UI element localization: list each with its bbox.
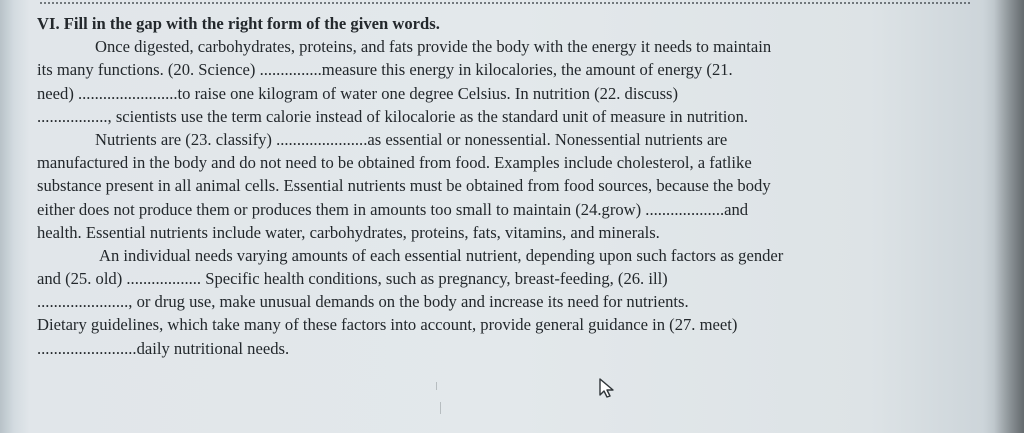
mouse-cursor-icon <box>598 377 616 399</box>
section-heading: VI. Fill in the gap with the right form of the given words. <box>37 14 440 33</box>
top-dotted-border <box>40 2 970 6</box>
paragraph-line: health. Essential nutrients include water, carbohydrates, proteins, fats, vitamins, and minerals. <box>37 222 660 242</box>
paragraph-line: ................., scientists use the term calorie instead of kilocalorie as the standard unit of measure in nutrition. <box>37 106 749 126</box>
paragraph-line: and (25. old) .................. Specific health conditions, such as pregnancy, breast-feeding, (26. ill) <box>37 269 668 289</box>
paragraph-line: need) ........................to raise one kilogram of water one degree Celsius. In nutrition (22. discuss) <box>37 83 679 103</box>
paragraph-line: its many functions. (20. Science) ...............measure this energy in kilocalories, the amount of energy (21. <box>37 60 733 80</box>
paper-mark <box>440 402 441 414</box>
paragraph-line: ........................daily nutritional needs. <box>37 338 290 358</box>
paragraph-line: manufactured in the body and do not need to be obtained from food. Examples include cholesterol, a fatlike <box>37 153 752 173</box>
paragraph-line: ......................, or drug use, make unusual demands on the body and increase its need for nutrients. <box>37 292 689 312</box>
page-edge-shadow <box>994 0 1024 433</box>
paragraph-line: An individual needs varying amounts of each essential nutrient, depending upon such factors as gender <box>99 245 784 265</box>
paragraph-line: either does not produce them or produces them in amounts too small to maintain (24.grow) ...................and <box>37 199 749 219</box>
paragraph-line: Once digested, carbohydrates, proteins, and fats provide the body with the energy it needs to maintain <box>95 37 772 57</box>
paragraph-line: Nutrients are (23. classify) ......................as essential or nonessential. Nonessential nutrients are <box>95 129 728 149</box>
paragraph-line: substance present in all animal cells. Essential nutrients must be obtained from food sources, because the body <box>37 176 771 196</box>
paragraph-line: Dietary guidelines, which take many of these factors into account, provide general guidance in (27. meet) <box>37 315 738 335</box>
paper-mark <box>436 382 437 390</box>
worksheet-text <box>37 12 952 360</box>
